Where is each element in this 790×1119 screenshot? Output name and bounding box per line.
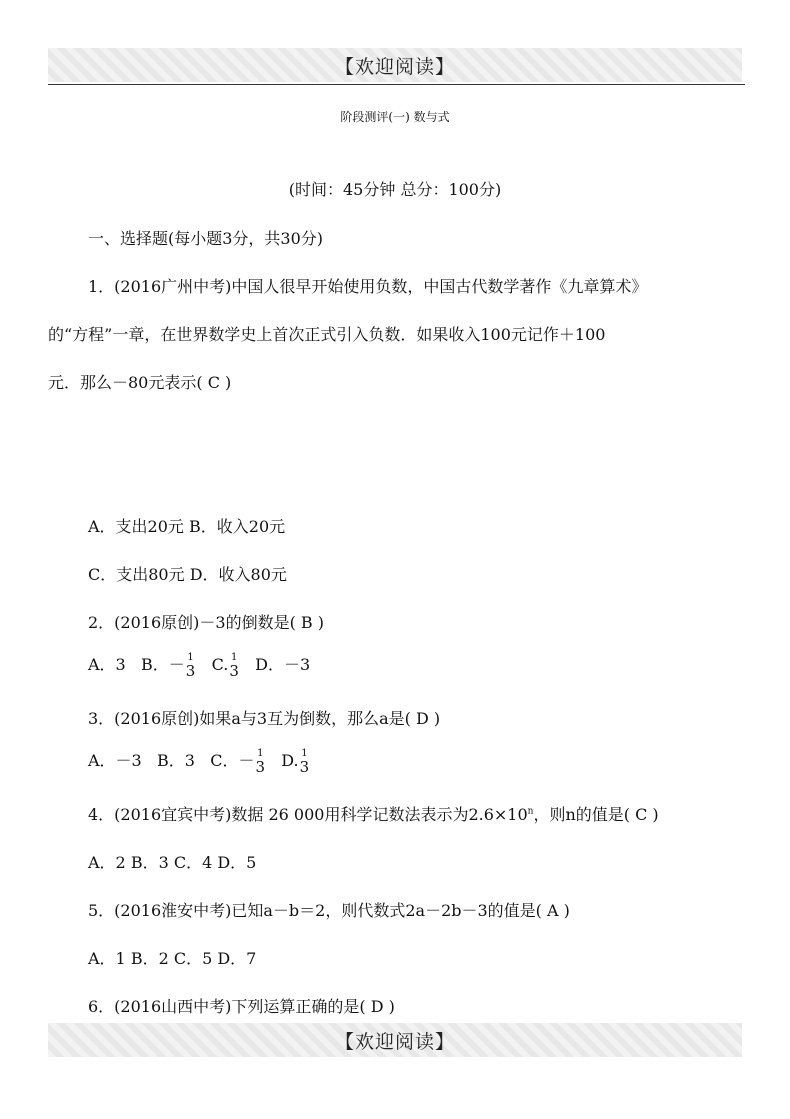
- question-5-stem: 5．(2016淮安中考)已知a－b＝2，则代数式2a－2b－3的值是( A ): [88, 901, 570, 920]
- question-1-line-2: 的“方程”一章，在世界数学史上首次正式引入负数．如果收入100元记作＋100: [48, 325, 606, 344]
- question-1-line-1: 1．(2016广州中考)中国人很早开始使用负数，中国古代数学著作《九章算术》: [88, 277, 648, 296]
- option-d-prefix: D.: [281, 751, 299, 770]
- option-b-prefix: B．－: [141, 655, 185, 674]
- option-c-prefix: C．－: [210, 751, 255, 770]
- section-heading: 一、选择题(每小题3分，共30分): [88, 229, 324, 248]
- question-1-line-3: 元．那么－80元表示( C ): [48, 373, 232, 392]
- document-title: 阶段测评(一) 数与式: [340, 110, 450, 124]
- question-2-stem: 2．(2016原创)－3的倒数是( B ): [88, 613, 324, 632]
- header-divider: [48, 84, 745, 85]
- question-1-options-cd: C．支出80元 D．收入80元: [88, 565, 287, 584]
- fraction: 1 3: [255, 747, 266, 776]
- banner-text: 【欢迎阅读】: [334, 55, 455, 78]
- fraction: 1 3: [229, 651, 239, 680]
- banner-text: 【欢迎阅读】: [334, 1030, 455, 1053]
- option-c-prefix: C.: [211, 655, 229, 674]
- exam-time-info: (时间：45分钟 总分：100分): [288, 180, 502, 199]
- footer-banner: [48, 1023, 742, 1057]
- question-3-stem: 3．(2016原创)如果a与3互为倒数，那么a是( D ): [88, 709, 441, 728]
- question-4-options: A．2 B．3 C．4 D．5: [88, 853, 257, 872]
- question-3-options: [88, 748, 310, 775]
- exponent: n: [527, 806, 534, 817]
- header-banner: [48, 48, 742, 82]
- question-4-stem: 4．(2016宜宾中考)数据 26 000用科学记数法表示为$2.6\times 10^n$，则n的值是( C ): [88, 805, 659, 824]
- question-1-options-ab: A．支出20元 B．收入20元: [88, 517, 286, 536]
- question-5-options: A．1 B．2 C．5 D．7: [88, 949, 257, 968]
- question-6-stem: 6．(2016山西中考)下列运算正确的是( D ): [88, 997, 395, 1016]
- option-a: A．－3: [88, 751, 142, 770]
- fraction: 1 3: [299, 747, 310, 776]
- option-a: A．3: [88, 655, 126, 674]
- question-2-options: [88, 652, 310, 679]
- option-d: D．－3: [255, 655, 311, 674]
- fraction: 1 3: [185, 651, 196, 680]
- option-b: B．3: [157, 751, 195, 770]
